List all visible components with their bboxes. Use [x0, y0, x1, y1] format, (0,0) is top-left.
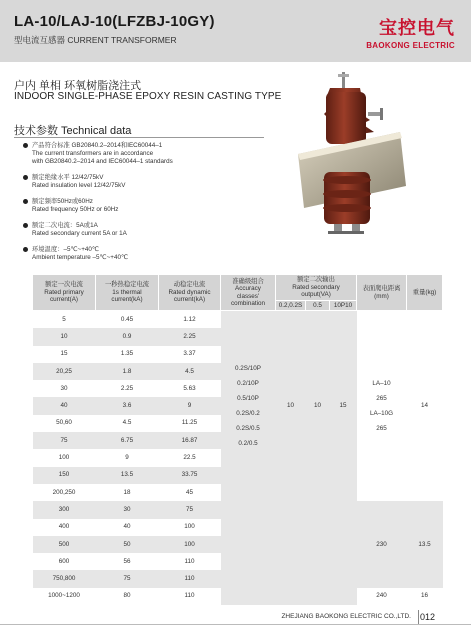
accuracy-value: 0.2/0.5	[238, 440, 258, 448]
cell-dynamic: 75	[159, 501, 221, 518]
product-photo	[282, 68, 422, 258]
cell-output-05: 10	[306, 311, 330, 502]
cell-dynamic: 22.5	[183, 454, 196, 462]
cell-thermal: 0.45	[120, 315, 134, 323]
cell-thermal: 40	[123, 523, 131, 531]
spec-line: 环境温度：–5℃~+40℃	[32, 246, 99, 253]
cell-primary: 500	[33, 536, 96, 553]
spec-line: 额定频率50Hz或60Hz	[32, 198, 93, 205]
type-title-cn: 户内 单相 环氧树脂浇注式	[14, 80, 142, 92]
model-subtitle: 型电流互感器 CURRENT TRANSFORMER	[14, 35, 177, 45]
cell-thermal: 56	[123, 557, 131, 565]
cell-weight-group1: 14	[421, 402, 429, 410]
cell-dynamic: 5.63	[183, 384, 196, 392]
spec-line: 额定二次电流：5A或1A	[32, 222, 98, 229]
page-header	[0, 0, 471, 62]
heading-divider	[14, 137, 264, 138]
accuracy-value: 0.2/10P	[237, 380, 259, 388]
cell-output-10p10: 15	[330, 311, 357, 502]
spec-line: Rated secondary current 5A or 1A	[32, 230, 127, 237]
spec-line: 额定绝缘水平 12/42/75kV	[32, 174, 104, 181]
brand-name-cn: 宝控电气	[379, 18, 455, 38]
cell-dynamic: 45	[185, 488, 193, 496]
spec-line: Ambient temperature –5℃~+40℃	[32, 254, 129, 261]
cell-thermal: 13.5	[96, 467, 159, 484]
cell-primary: 5	[62, 315, 66, 323]
footer-separator	[418, 610, 419, 624]
cell-dynamic: 11.25	[181, 419, 198, 427]
cell-dynamic: 2.25	[159, 328, 221, 345]
cell-primary: 10	[33, 328, 96, 345]
table-row	[33, 501, 443, 518]
header-dynamic-current: 动稳定电流 Rated dynamic current(kA)	[159, 275, 221, 311]
cell-primary: 75	[33, 432, 96, 449]
cell-thermal: 30	[96, 501, 159, 518]
cell-weight-group2: 13.5	[407, 501, 443, 587]
footer-divider	[0, 624, 471, 625]
cell-creepage-group1	[357, 311, 407, 502]
header-primary-current: 额定一次电流 Rated primary current(A)	[33, 275, 96, 311]
cell-primary: 600	[58, 557, 70, 565]
cell-primary: 100	[58, 454, 70, 462]
cell-dynamic: 100	[184, 523, 195, 531]
cell-thermal: 80	[123, 592, 131, 600]
cell-primary: 400	[58, 523, 70, 531]
spec-item	[32, 246, 262, 262]
spec-item	[32, 142, 262, 166]
cell-weight-group3: 16	[421, 592, 429, 600]
accuracy-value: 0.5/10P	[237, 395, 259, 403]
creepage-value: LA–10G	[369, 410, 394, 418]
cell-dynamic: 1.12	[183, 315, 196, 323]
cell-dynamic: 16.87	[159, 432, 221, 449]
header-output-10p10: 10P10	[330, 300, 357, 311]
creepage-value: LA–10	[372, 380, 391, 388]
cell-thermal: 3.6	[96, 397, 159, 414]
header-secondary-output: 额定二次输出 Rated secondary output(VA)	[276, 275, 357, 301]
table-header-row	[33, 275, 443, 301]
brand-name-en: BAOKONG ELECTRIC	[366, 41, 455, 50]
cell-primary: 150	[33, 467, 96, 484]
spec-line: The current transformers are in accordance	[32, 150, 154, 157]
cell-accuracy-classes	[221, 311, 276, 502]
cell-dynamic: 9	[159, 397, 221, 414]
cell-thermal: 18	[123, 488, 131, 496]
header-output-02: 0.2,0.2S	[276, 300, 306, 311]
spec-line: Rated frequency 50Hz or 60Hz	[32, 206, 119, 213]
cell-dynamic: 100	[159, 536, 221, 553]
cell-blank-block	[221, 501, 357, 605]
spec-list	[32, 142, 262, 270]
cell-thermal: 50	[96, 536, 159, 553]
brand-logo	[366, 14, 455, 50]
cell-primary: 30	[60, 384, 68, 392]
cell-primary: 50,60	[56, 419, 72, 427]
creepage-value: 265	[376, 425, 387, 433]
header-thermal-current: 一秒热稳定电流 1s thermal current(kA)	[96, 275, 159, 311]
cell-primary: 20,25	[33, 363, 96, 380]
cell-thermal: 4.5	[122, 419, 132, 427]
bullet-icon	[23, 223, 28, 228]
cell-thermal: 1.8	[96, 363, 159, 380]
header-creepage-distance: 表面爬电距离 (mm)	[357, 275, 407, 311]
accuracy-value: 0.2S/0.5	[236, 425, 260, 433]
model-title: LA-10/LAJ-10(LFZBJ-10GY)	[14, 13, 215, 30]
cell-thermal: 6.75	[96, 432, 159, 449]
cell-creepage-group2: 230	[357, 501, 407, 587]
cell-dynamic: 4.5	[159, 363, 221, 380]
header-output-05: 0.5	[306, 300, 330, 311]
cell-thermal: 1.35	[120, 350, 134, 358]
bullet-icon	[23, 143, 28, 148]
page-number: 012	[419, 612, 435, 622]
cell-thermal: 0.9	[96, 328, 159, 345]
cell-primary: 40	[33, 397, 96, 414]
spec-item	[32, 174, 262, 190]
bullet-icon	[23, 199, 28, 204]
cell-primary: 1000~1200	[48, 592, 80, 600]
spec-line: 产品符合标准 GB20840.2–2014和IEC60044–1	[32, 142, 163, 149]
accuracy-value: 0.2S/0.2	[236, 410, 260, 418]
technical-data-heading: 技术参数 Technical data	[14, 125, 132, 137]
cell-thermal: 9	[125, 454, 129, 462]
spec-item	[32, 222, 262, 238]
cell-primary: 15	[60, 350, 68, 358]
spec-item	[32, 198, 262, 214]
footer-company: ZHEJIANG BAOKONG ELECTRIC CO.,LTD.	[281, 613, 411, 620]
accuracy-value: 0.2S/10P	[235, 365, 261, 373]
spec-line: Rated insulation level 12/42/75kV	[32, 182, 126, 189]
cell-dynamic: 110	[184, 592, 195, 600]
bullet-icon	[23, 175, 28, 180]
cell-dynamic: 3.37	[183, 350, 196, 358]
cell-primary: 750,800	[33, 570, 96, 587]
type-title-en: INDOOR SINGLE-PHASE EPOXY RESIN CASTING TYPE	[14, 91, 282, 102]
header-weight: 重量(kg)	[407, 275, 443, 311]
cell-creepage-group3: 240	[376, 592, 387, 600]
cell-dynamic: 110	[184, 557, 195, 565]
specifications-table	[32, 274, 443, 605]
cell-dynamic: 33.75	[159, 467, 221, 484]
cell-thermal: 75	[96, 570, 159, 587]
header-accuracy-classes: 准确级组合 Accuracy classes' combination	[221, 275, 276, 311]
spec-line: with GB20840.2–2014 and IEC60044–1 standards	[32, 158, 173, 165]
cell-primary: 300	[33, 501, 96, 518]
cell-dynamic: 110	[159, 570, 221, 587]
creepage-value: 265	[376, 395, 387, 403]
cell-primary: 200,250	[52, 488, 76, 496]
table-row	[33, 311, 443, 329]
cell-output-02: 10	[276, 311, 306, 502]
cell-thermal: 2.25	[120, 384, 134, 392]
bullet-icon	[23, 247, 28, 252]
